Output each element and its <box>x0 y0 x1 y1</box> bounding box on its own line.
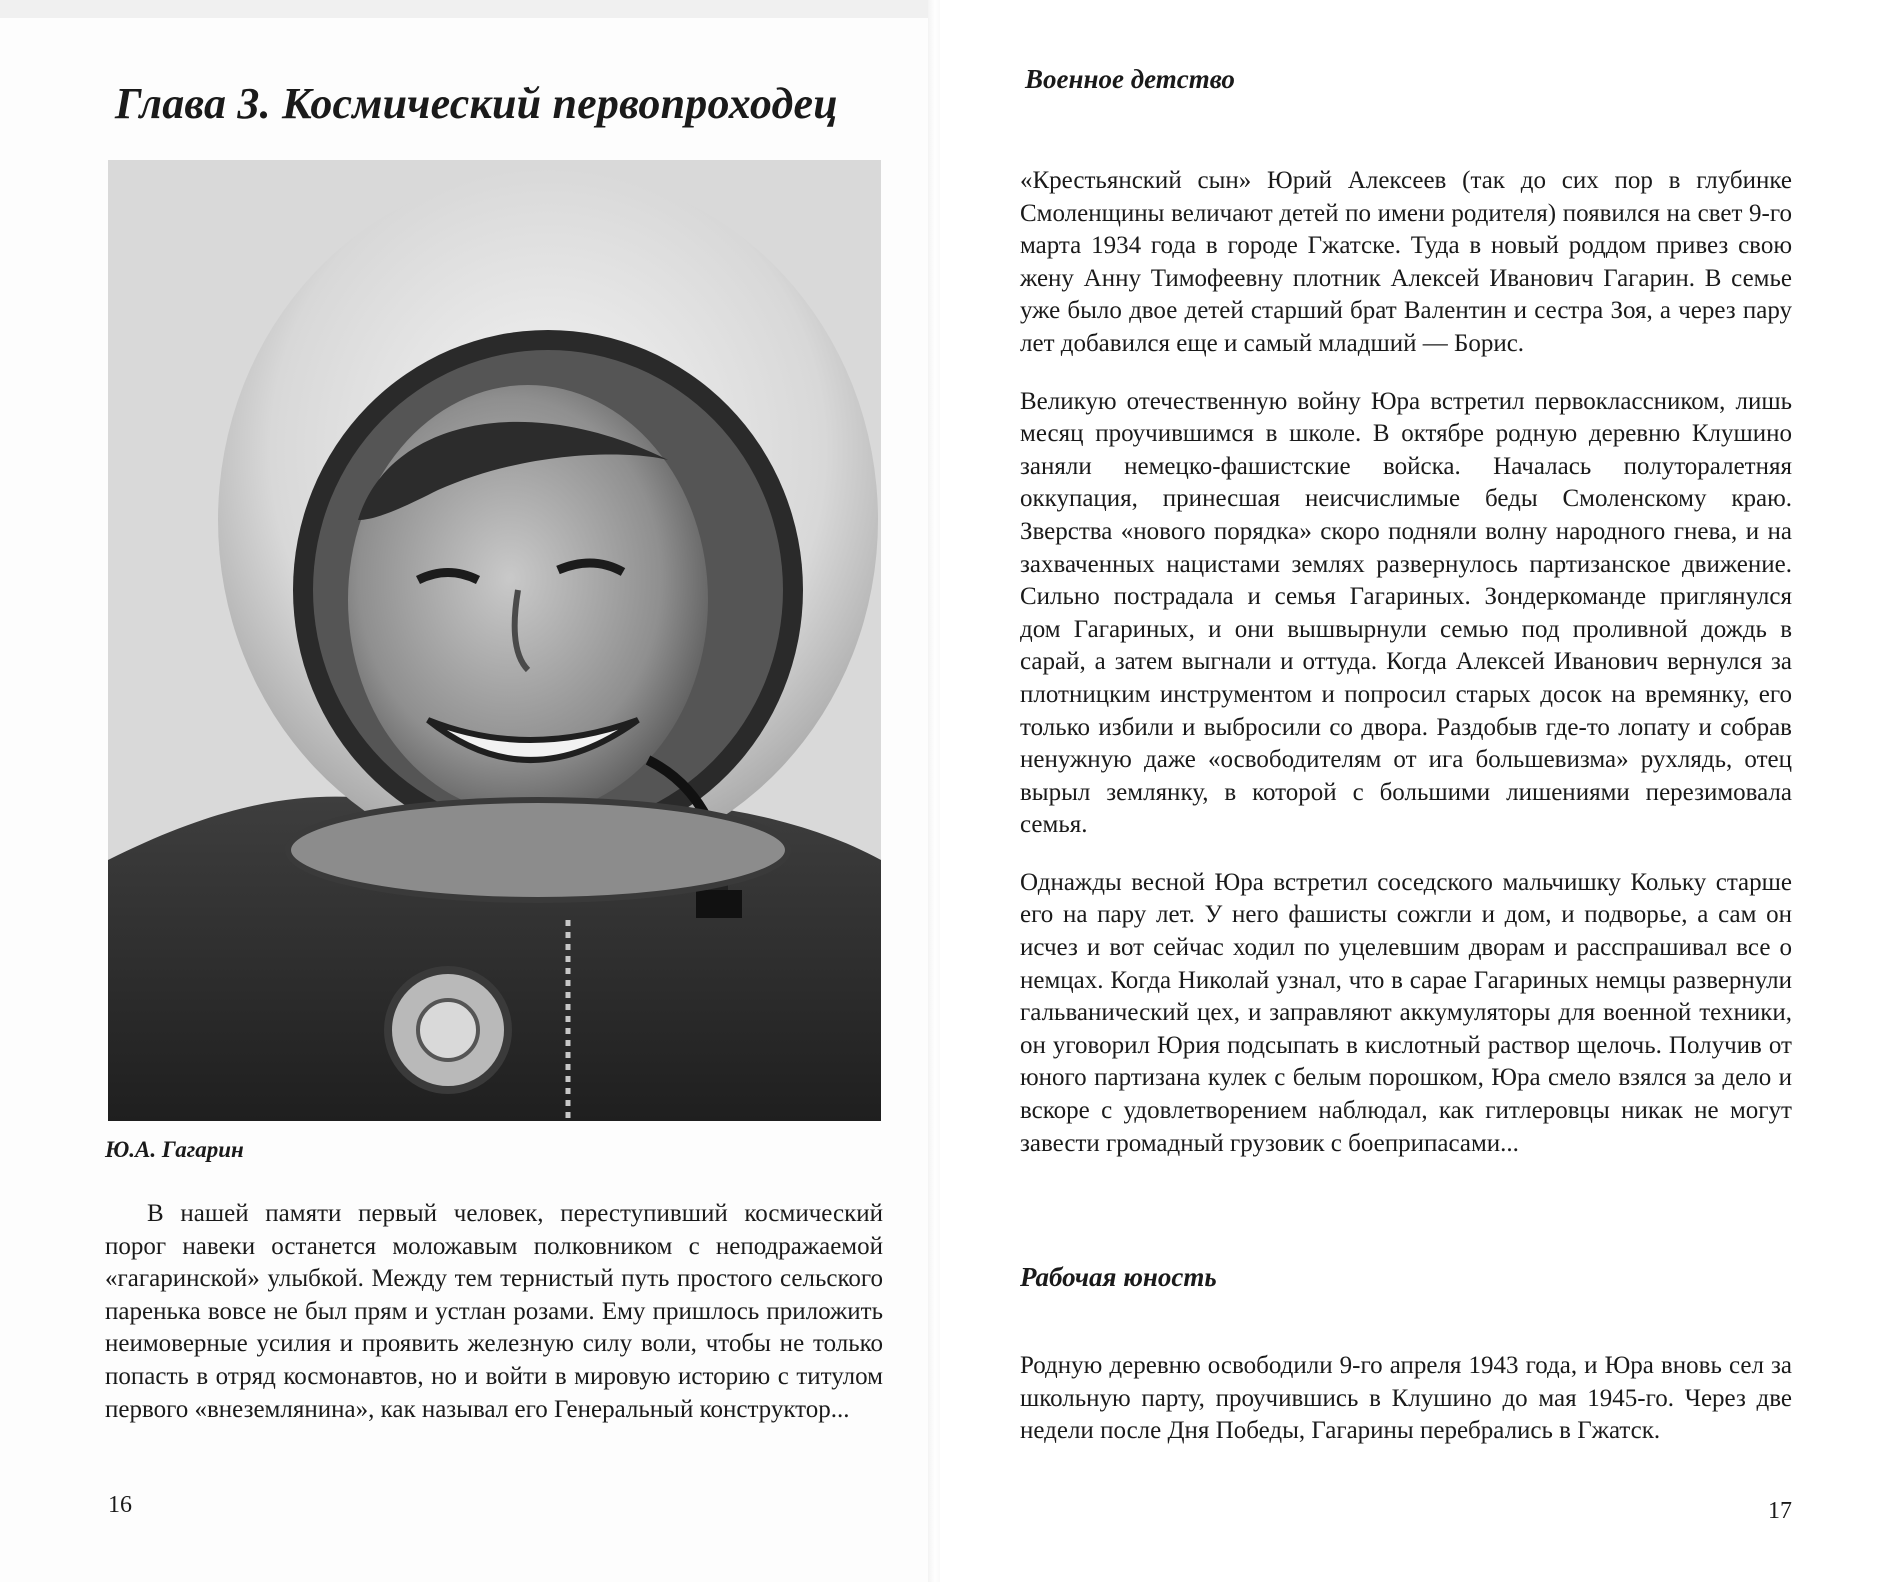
left-page <box>0 0 930 1582</box>
page-number-left: 16 <box>108 1492 132 1518</box>
scan-edge <box>0 0 930 18</box>
right-body-text-section1 <box>1020 140 1792 1185</box>
paragraph: Великую отечественную войну Юра встретил первоклассником, лишь месяц проучившимся в школе. В октябре родную деревню Клушино заняли немецко-фашистские войска. Началась полуторалетняя оккупация, принесшая неисчислимые беды Смоленскому краю. Зверства «нового порядка» скоро подняли волну народного гнева, и на захваченных нацистами землях развернулось партизанское движение. Сильно пострадала и семья Гагариных. Зондеркоманде приглянулся дом Гагариных, и они вышвырнули семью под проливной дождь в сарай, а затем выгнали и оттуда. Когда Алексей Иванович вернулся за плотницким инструментом и попросил старых досок на времянку, его только избили и выбросили со двора. Раздобыв где-то лопату и собрав ненужную даже «освободителям от ига большевизма» рухлядь, отец вырыл землянку, в которой с большими лишениями перезимовала семья. <box>1020 387 1792 839</box>
paragraph: Родную деревню освободили 9-го апреля 1943 года, и Юра вновь сел за школьную парту, проучившись в Клушино до мая 1945-го. Через две недели после Дня Победы, Гагарины перебрались в Гжатск. <box>1020 1352 1792 1445</box>
gagarin-portrait-illustration <box>108 160 881 1121</box>
chapter-title: Глава 3. Космический первопроходец <box>115 79 838 128</box>
paragraph: В нашей памяти первый человек, переступивший космический порог навеки останется моложавым полковником с неподражаемой «гагаринской» улыбкой. Между тем тернистый путь простого сельского паренька вовсе не был прям и устлан розами. Ему пришлось приложить неимоверные усилия и проявить железную силу воли, чтобы не только попасть в отряд космонавтов, но и войти в мировую историю с титулом первого «внеземлянина», как называл его Генеральный конструктор... <box>105 1200 883 1423</box>
section-heading-working-youth: Рабочая юность <box>1020 1262 1217 1292</box>
left-body-text <box>105 1198 883 1426</box>
section-heading-military-childhood: Военное детство <box>1025 64 1235 94</box>
portrait-photo <box>108 160 881 1121</box>
right-body-text-section2 <box>1020 1325 1792 1473</box>
paragraph: Однажды весной Юра встретил соседского мальчишку Кольку старше его на пару лет. У него фашисты сожгли и дом, и подворье, а сам он исчез и вот сейчас ходил по уцелевшим дворам и расспрашивал все о немцах. Когда Николай узнал, что в сарае Гагариных немцы развернули гальванический цех, и заправляют аккумуляторы для военной техники, он уговорил Юрия подсыпать в кислотный раствор щелочь. Получив от юного партизана кулек с белым порошком, Юра смело взялся за дело и вскоре с удовлетворением наблюдал, как гитлеровцы никак не могут завести громадный грузовик с боеприпасами... <box>1020 868 1792 1157</box>
paragraph: «Крестьянский сын» Юрий Алексеев (так до сих пор в глубинке Смоленщины величают детей по имени родителя) появился на свет 9-го марта 1934 года в городе Гжатске. Туда в новый роддом привез свою жену Анну Тимофеевну плотник Алексей Иванович Гагарин. В семье уже было двое детей старший брат Валентин и сестра Зоя, а через пару лет добавился еще и самый младший — Борис. <box>1020 167 1792 357</box>
photo-caption: Ю.А. Гагарин <box>105 1137 244 1162</box>
page-number-right: 17 <box>1768 1498 1792 1524</box>
